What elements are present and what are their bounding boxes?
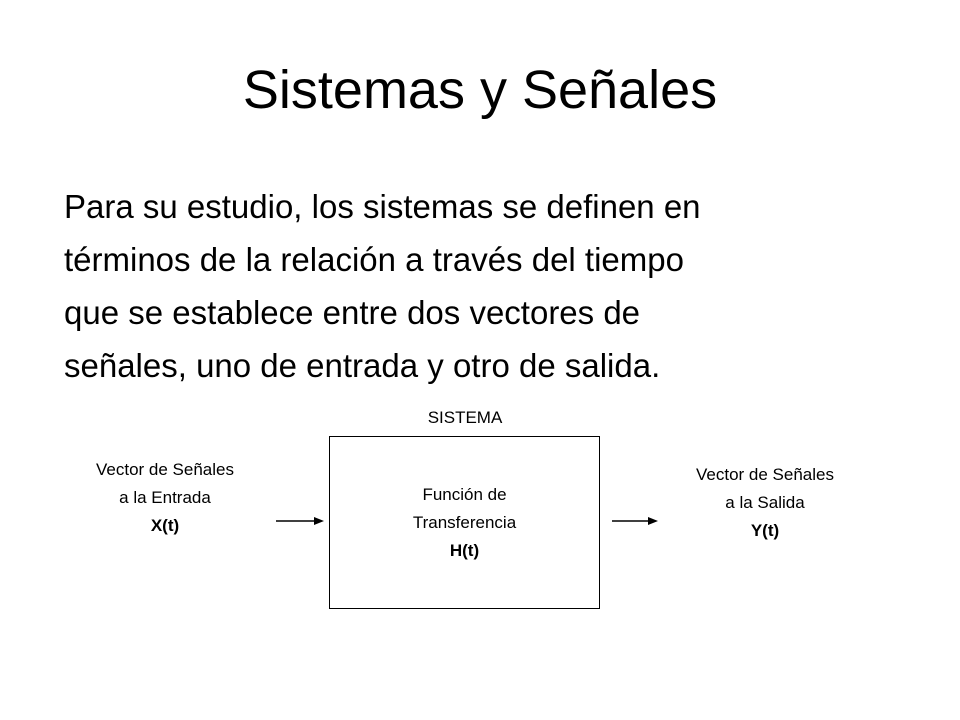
system-label: SISTEMA <box>427 408 503 427</box>
body-line-1: Para su estudio, los sistemas se definen en <box>64 188 701 225</box>
body-line-3: que se establece entre dos vectores de <box>64 294 641 331</box>
input-vector-line-1: Vector de Señales <box>96 460 234 479</box>
body-line-4: señales, uno de entrada y otro de salida. <box>64 347 661 384</box>
input-vector-symbol: X(t) <box>150 516 180 535</box>
output-arrow-icon <box>612 513 662 529</box>
input-arrow-icon <box>276 513 326 529</box>
output-vector-label <box>660 461 870 545</box>
output-vector-symbol: Y(t) <box>750 521 780 540</box>
body-line-2: términos de la relación a través del tiempo <box>64 241 684 278</box>
transfer-function-line-2: Transferencia <box>412 513 517 532</box>
transfer-function-line-1: Función de <box>422 485 507 504</box>
transfer-function-symbol: H(t) <box>449 541 480 560</box>
transfer-function-label <box>329 481 600 565</box>
output-vector-line-2: a la Salida <box>725 493 805 512</box>
input-vector-line-2: a la Entrada <box>119 488 211 507</box>
slide-body <box>64 180 914 392</box>
input-vector-label <box>60 456 270 540</box>
slide-title: Sistemas y Señales <box>242 60 718 120</box>
output-vector-line-1: Vector de Señales <box>696 465 834 484</box>
